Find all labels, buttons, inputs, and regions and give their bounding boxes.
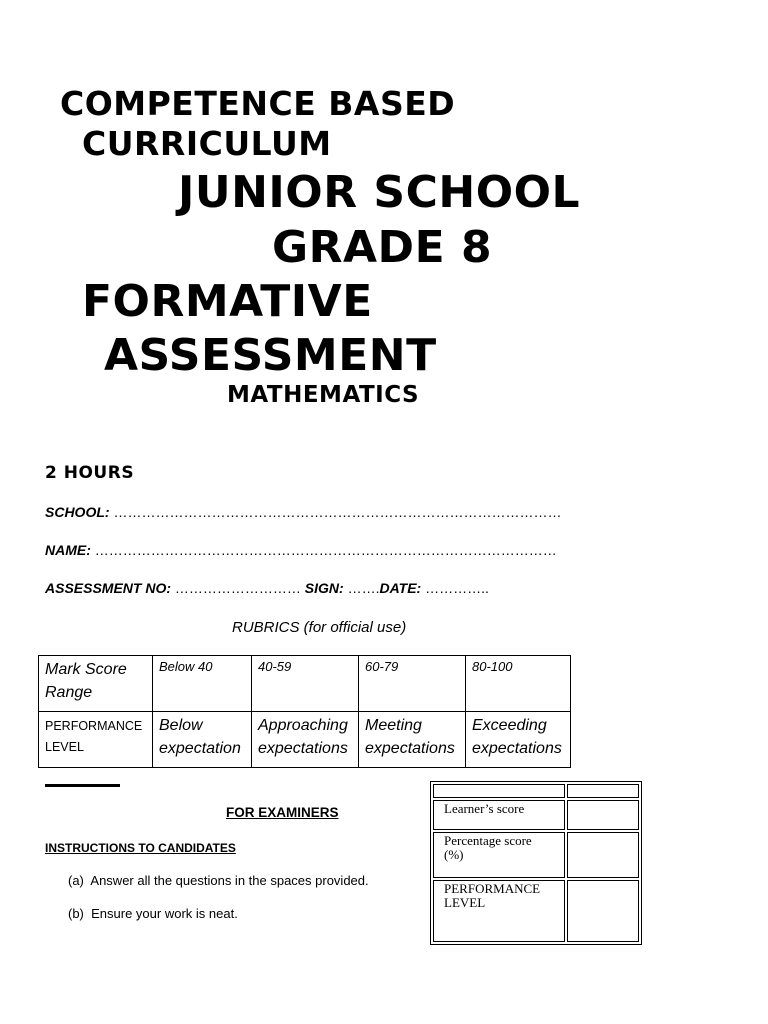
list-item-text: Ensure your work is neat. [91, 906, 238, 921]
sign-label: SIGN: [304, 580, 344, 596]
score-cell [567, 880, 639, 942]
list-item [68, 906, 238, 921]
table-row [433, 784, 639, 798]
duration: 2 HOURS [45, 463, 135, 483]
title-line-competence: COMPETENCE BASED [60, 84, 456, 123]
percentage-score-label: Percentage score (%) [433, 832, 565, 878]
name-field [45, 542, 557, 558]
instructions-heading: INSTRUCTIONS TO CANDIDATES [45, 841, 236, 855]
subject-title: MATHEMATICS [227, 382, 420, 408]
list-item-text: Answer all the questions in the spaces provided. [90, 873, 369, 888]
date-dots: ………….. [425, 580, 489, 596]
rubric-cell: Meeting expectations [359, 712, 466, 768]
rubric-cell: PERFORMANCE LEVEL [39, 712, 153, 768]
rubric-cell: 40-59 [252, 656, 359, 712]
rubrics-table [38, 655, 571, 768]
sign-dots: ……. [347, 580, 380, 596]
list-marker: (a) [68, 873, 84, 888]
rubric-cell: Below 40 [153, 656, 252, 712]
title-line-junior-school: JUNIOR SCHOOL [178, 167, 581, 218]
divider [45, 784, 120, 787]
table-row [39, 712, 571, 768]
name-label: NAME: [45, 542, 91, 558]
performance-level-label: PERFORMANCE LEVEL [433, 880, 565, 942]
title-line-curriculum: CURRICULUM [82, 124, 332, 163]
assessment-label: ASSESSMENT NO: [45, 580, 172, 596]
school-field [45, 504, 561, 520]
learner-score-label: Learner’s score [433, 800, 565, 830]
for-examiners-title: FOR EXAMINERS [226, 805, 339, 820]
table-row [433, 832, 639, 878]
rubrics-title: RUBRICS (for official use) [232, 619, 407, 636]
assessment-dots: ……………………… [174, 580, 301, 596]
rubric-cell: 60-79 [359, 656, 466, 712]
assessment-field [45, 580, 489, 596]
list-marker: (b) [68, 906, 84, 921]
title-line-formative: FORMATIVE [82, 276, 373, 327]
score-cell [567, 784, 639, 798]
rubric-cell: Below expectation [153, 712, 252, 768]
rubric-cell: Approaching expectations [252, 712, 359, 768]
table-row [433, 800, 639, 830]
school-dots: …………………………………………………………………………………… [113, 504, 562, 520]
score-cell [567, 800, 639, 830]
score-cell [567, 832, 639, 878]
school-label: SCHOOL: [45, 504, 110, 520]
table-row [433, 880, 639, 942]
rubric-cell: Mark Score Range [39, 656, 153, 712]
score-cell [433, 784, 565, 798]
table-row [39, 656, 571, 712]
rubric-cell: Exceeding expectations [466, 712, 571, 768]
name-dots: ……………………………………………………………………………………… [94, 542, 557, 558]
rubric-cell: 80-100 [466, 656, 571, 712]
date-label: DATE: [379, 580, 422, 596]
title-line-assessment: ASSESSMENT [104, 330, 437, 381]
title-line-grade: GRADE 8 [272, 222, 493, 273]
score-table [430, 781, 642, 945]
list-item [68, 873, 369, 888]
